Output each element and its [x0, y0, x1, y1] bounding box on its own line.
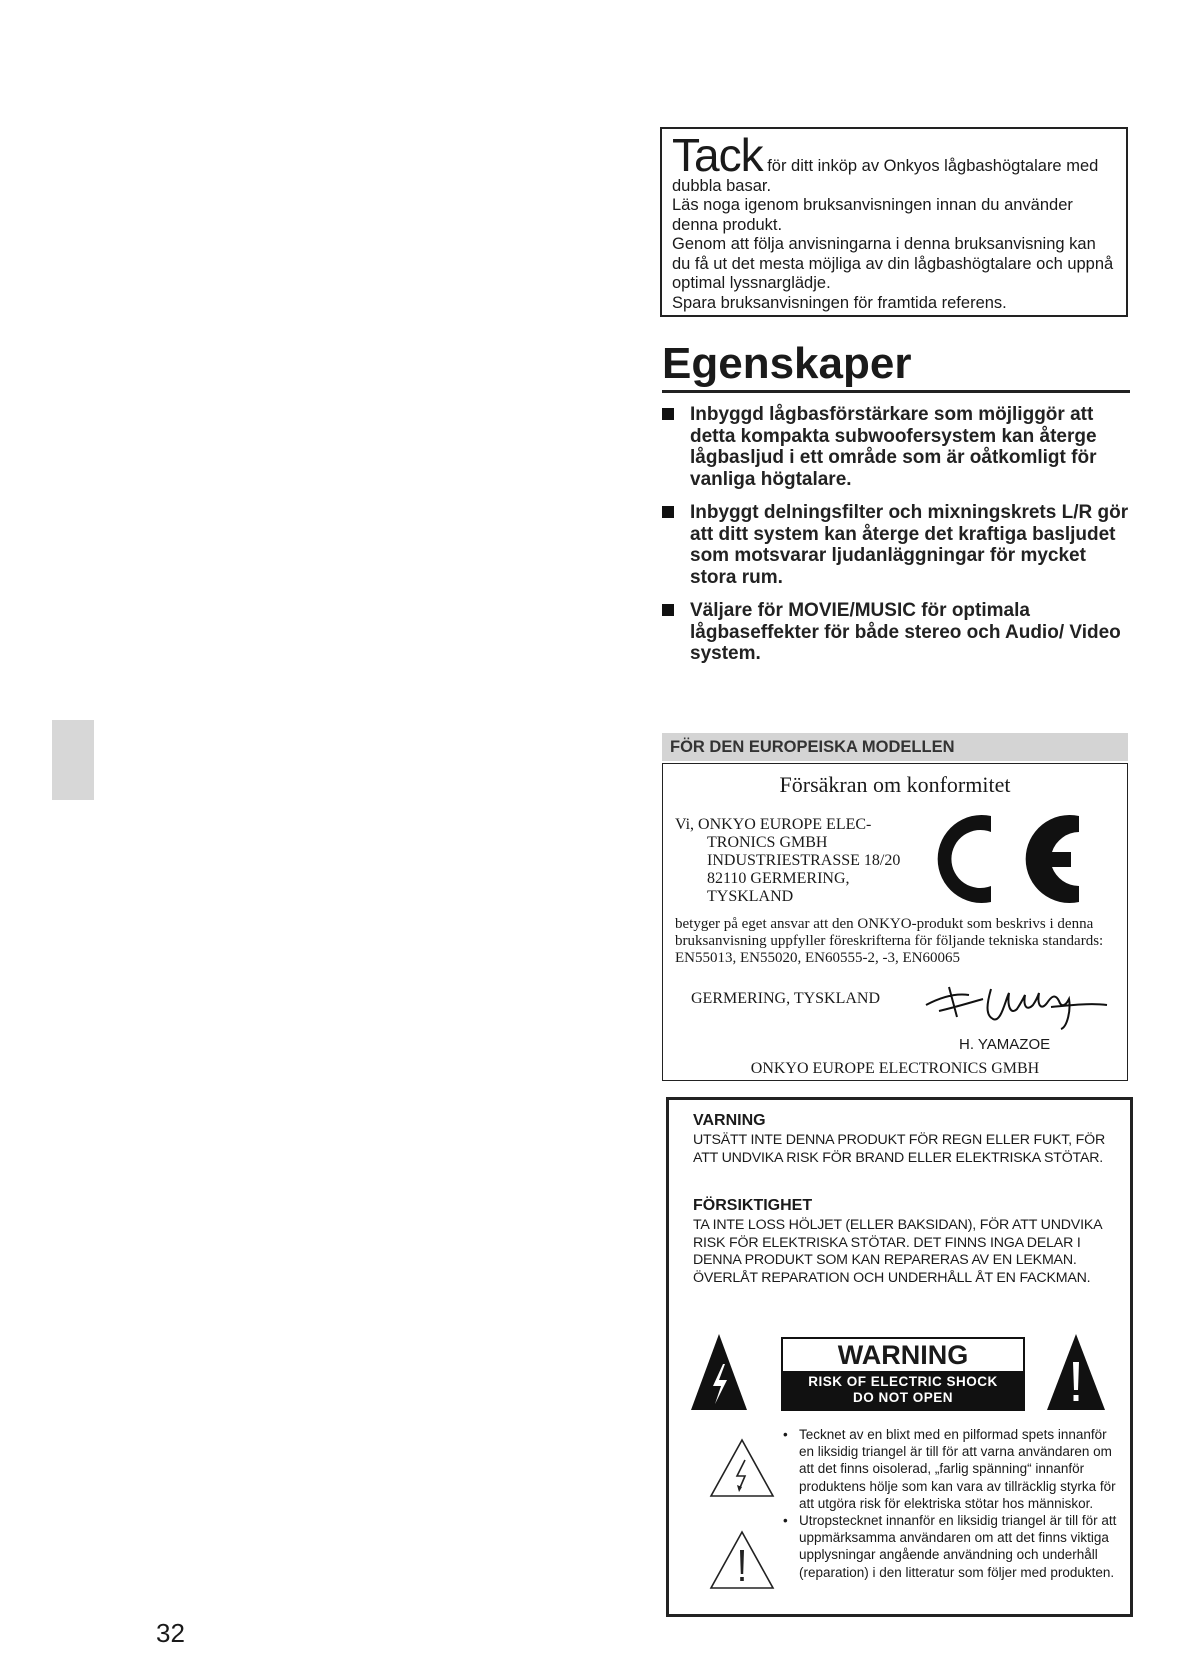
square-bullet-icon [662, 408, 674, 420]
feature-item [660, 404, 1130, 490]
caution-text: TA INTE LOSS HÖLJET (ELLER BAKSIDAN), FÖR ATT UNDVIKA RISK FÖR ELEKTRISKA STÖTAR. DET FINNS INGA DELAR I DENNA PRODUKT SOM KAN REPARERAS AV EN LEKMAN. ÖVERLÅT REPARATION OCH UNDERHÅLL ÅT EN FACKMAN. [693, 1217, 1102, 1286]
warning-label-subtext [783, 1371, 1023, 1409]
signing-location: GERMERING, TYSKLAND [691, 990, 881, 1007]
eu-model-header: FÖR DEN EUROPEISKA MODELLEN [662, 733, 1128, 761]
feature-item [660, 600, 1130, 665]
tack-word: Tack [672, 129, 763, 181]
features-list [660, 404, 1130, 677]
ce-mark-icon [931, 804, 1091, 914]
warning-label-line: DO NOT OPEN [852, 1390, 953, 1405]
tack-first-line: för ditt inköp av Onkyos lågbashögtalare med dubbla basar. [672, 157, 1099, 195]
exclamation-triangle-symbol-icon [709, 1530, 775, 1590]
feature-text: Inbyggt delningsfilter och mixningskrets L/R gör att ditt system kan återge det kraftiga basljudet som motsvarar ljudanläggningar för mycket stora rum. [690, 502, 1129, 588]
page-number: 32 [156, 1618, 185, 1648]
tack-line: Läs noga igenom bruksanvisningen innan du använder denna produkt. [672, 196, 1073, 234]
varning-text: UTSÄTT INTE DENNA PRODUKT FÖR REGN ELLER FUKT, FÖR ATT UNDVIKA RISK FÖR BRAND ELLER ELEKTRISKA STÖTAR. [693, 1132, 1105, 1166]
warning-label-title: WARNING [837, 1340, 969, 1370]
intro-box [660, 127, 1128, 317]
address-line: 82110 GERMERING, [707, 870, 850, 887]
feature-text: Inbyggd lågbasförstärkare som möjliggör att detta kompakta subwoofersystem kan återge lågbasljud i ett område som är oåtkomligt för vanliga högtalare. [690, 404, 1097, 490]
tack-line: Spara bruksanvisningen för framtida referens. [672, 293, 1007, 312]
address-line: TRONICS GMBH [707, 834, 828, 851]
section-tab-marker [52, 720, 94, 800]
tack-line: Genom att följa anvisningarna i denna bruksanvisning kan du få ut det mesta möjliga av din lågbashögtalare och uppnå optimal lyssnarglädje. [672, 235, 1114, 292]
declaration-title: Försäkran om konformitet [779, 772, 1011, 797]
note-item: • Utropstecknet innanför en liksidig triangel är till för att uppmärksamma användaren om att det finns viktiga upplysningar angående användning och underhåll (reparation) i den litteratur som följer med produkten. [783, 1512, 1121, 1581]
caution-heading: FÖRSIKTIGHET [693, 1197, 813, 1214]
safety-warning-box [666, 1097, 1133, 1617]
note-item: • Tecknet av en blixt med en pilformad spets innanför en liksidig triangel är till för att varna användaren om att det finns oisolerad, „farlig spänning“ innanför produktens hölje som kan vara av tillräcklig styrka för att utgöra risk för elektriska stötar hos människor. [783, 1426, 1121, 1512]
company-address [675, 816, 900, 906]
signer-name: H. YAMAZOE [959, 1036, 1051, 1053]
varning-heading: VARNING [693, 1112, 766, 1129]
signature-icon [921, 971, 1111, 1033]
electric-shock-triangle-icon [689, 1332, 749, 1412]
address-line: TYSKLAND [707, 888, 794, 905]
warning-label-line: RISK OF ELECTRIC SHOCK [808, 1374, 998, 1389]
address-line: INDUSTRIESTRASSE 18/20 [707, 852, 901, 869]
declaration-of-conformity [662, 763, 1128, 1081]
symbol-notes [783, 1426, 1121, 1581]
lightning-triangle-symbol-icon [709, 1438, 775, 1498]
features-heading: Egenskaper [662, 338, 1130, 393]
feature-text: Väljare för MOVIE/MUSIC för optimala lågbaseffekter för både stereo och Audio/ Video system. [690, 600, 1121, 664]
address-line: Vi, ONKYO EUROPE ELEC- [675, 816, 872, 833]
warning-label [781, 1337, 1025, 1411]
company-name: ONKYO EUROPE ELECTRONICS GMBH [750, 1060, 1040, 1077]
square-bullet-icon [662, 604, 674, 616]
conformity-statement: betyger på eget ansvar att den ONKYO-produkt som beskrivs i denna bruksanvisning uppfyller föreskrifterna för följande tekniska standards: EN55013, EN55020, EN60555-2, -3, EN60065 [675, 916, 1104, 966]
square-bullet-icon [662, 506, 674, 518]
exclamation-triangle-icon [1045, 1332, 1107, 1412]
feature-item [660, 502, 1130, 588]
